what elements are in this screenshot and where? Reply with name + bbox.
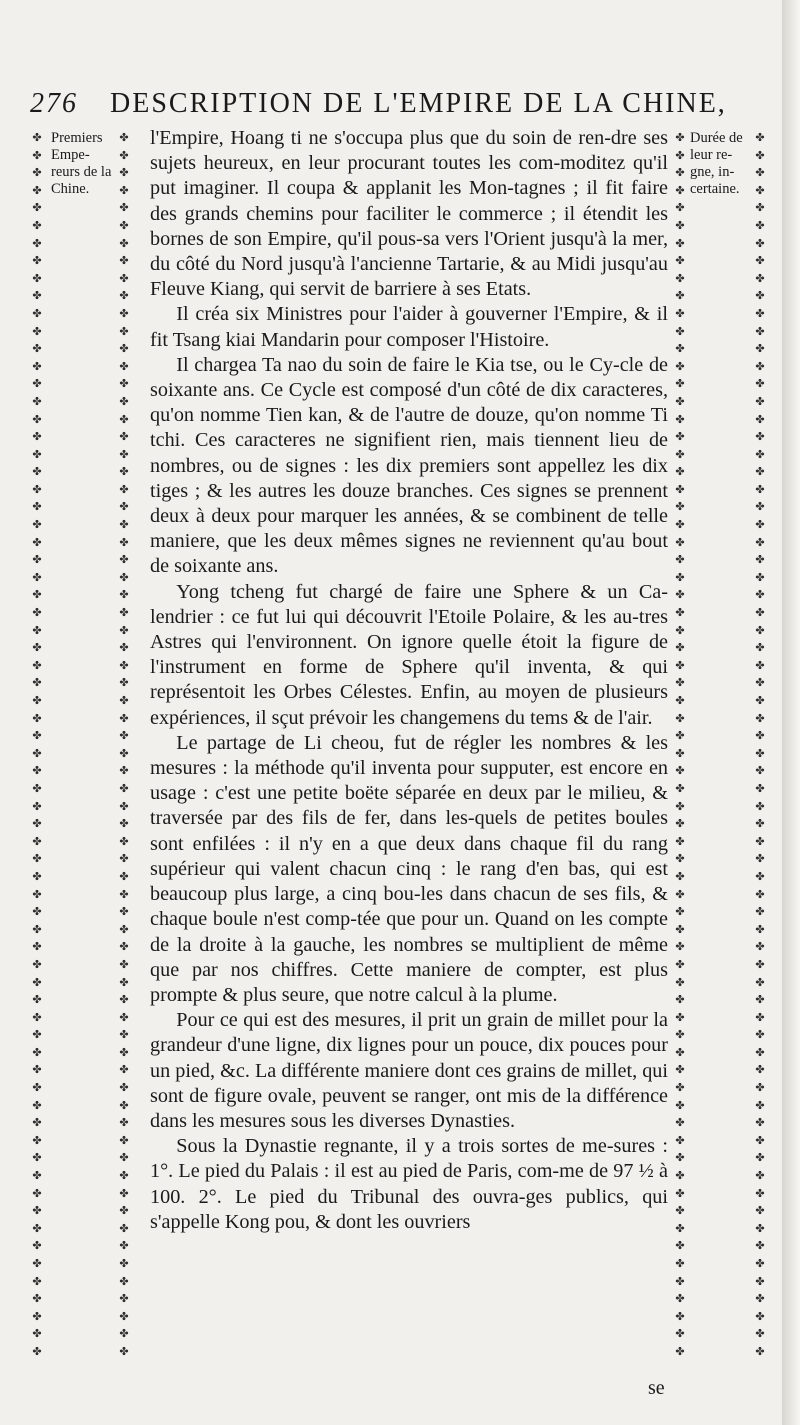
ornament-fleuron-icon: ✤: [675, 307, 685, 320]
ornament-fleuron-icon: ✤: [119, 976, 129, 989]
paragraph: Sous la Dynastie regnante, il y a trois sortes de me-sures : 1°. Le pied du Palais : il est au pied de Paris, com-me de 97 ½ à 100. 2°. Le pied du Tribunal des ouvra-ges publics, qui s'appelle Kong pou, & dont les ouvriers: [150, 1135, 668, 1233]
ornament-fleuron-icon: ✤: [755, 1117, 765, 1130]
ornament-fleuron-icon: ✤: [675, 607, 685, 620]
ornament-fleuron-icon: ✤: [675, 1205, 685, 1218]
ornament-fleuron-icon: ✤: [119, 132, 129, 144]
ornament-fleuron-icon: ✤: [32, 290, 42, 303]
ornament-fleuron-icon: ✤: [675, 1187, 685, 1200]
ornament-fleuron-icon: ✤: [675, 1082, 685, 1095]
paragraph: Il chargea Ta nao du soin de faire le Kia tse, ou le Cy-cle de soixante ans. Ce Cycle est composé d'un côté de dix caracteres, qu'on nomme Tien kan, & de l'autre de douze, qu'on nomme Ti tchi. Ces caracteres ne signifient rien, mais tiennent lieu de nombres, ou de signes : les dix premiers sont appellez les dix tiges ; & les autres les douze branches. Ces signes se prennent deux à deux pour marquer les années, & se combinent de telle maniere, que les deux mêmes signes ne reviennent qu'au bout de soixante ans.: [150, 353, 668, 578]
ornament-fleuron-icon: ✤: [755, 976, 765, 989]
ornament-fleuron-icon: ✤: [119, 1205, 129, 1218]
ornament-fleuron-icon: ✤: [119, 624, 129, 637]
ornament-fleuron-icon: ✤: [675, 870, 685, 883]
ornament-fleuron-icon: ✤: [32, 501, 42, 514]
ornament-fleuron-icon: ✤: [675, 431, 685, 444]
ornament-fleuron-icon: ✤: [32, 255, 42, 268]
ornament-fleuron-icon: ✤: [32, 1310, 42, 1323]
ornament-fleuron-icon: ✤: [675, 1328, 685, 1341]
margin-note-right: Durée de leur re-gne, in-certaine.: [690, 130, 743, 197]
ornament-fleuron-icon: ✤: [32, 536, 42, 549]
ornament-fleuron-icon: ✤: [755, 202, 765, 215]
ornament-fleuron-icon: ✤: [675, 466, 685, 479]
ornament-fleuron-icon: ✤: [32, 237, 42, 250]
ornament-fleuron-icon: ✤: [32, 994, 42, 1007]
ornament-fleuron-icon: ✤: [119, 1134, 129, 1147]
ornament-fleuron-icon: ✤: [755, 765, 765, 778]
ornament-fleuron-icon: ✤: [32, 202, 42, 215]
ornament-fleuron-icon: ✤: [119, 730, 129, 743]
ornament-fleuron-icon: ✤: [675, 132, 685, 144]
ornament-fleuron-icon: ✤: [755, 571, 765, 584]
ornament-fleuron-icon: ✤: [675, 448, 685, 461]
margin-note-left: Premiers Empe-reurs de la Chine.: [51, 130, 112, 197]
ornament-fleuron-icon: ✤: [32, 149, 42, 162]
ornament-fleuron-icon: ✤: [119, 782, 129, 795]
ornament-fleuron-icon: ✤: [755, 994, 765, 1007]
ornament-fleuron-icon: ✤: [755, 800, 765, 813]
ornament-fleuron-icon: ✤: [675, 1258, 685, 1270]
ornament-fleuron-icon: ✤: [119, 501, 129, 514]
ornament-fleuron-icon: ✤: [32, 958, 42, 971]
ornament-fleuron-icon: ✤: [755, 132, 765, 144]
ornament-fleuron-icon: ✤: [32, 466, 42, 479]
ornament-fleuron-icon: ✤: [755, 1064, 765, 1077]
ornament-fleuron-icon: ✤: [755, 677, 765, 690]
ornament-fleuron-icon: ✤: [119, 1046, 129, 1059]
ornament-fleuron-icon: ✤: [119, 835, 129, 848]
ornament-fleuron-icon: ✤: [32, 712, 42, 725]
ornament-fleuron-icon: ✤: [755, 554, 765, 567]
ornament-fleuron-icon: ✤: [675, 1152, 685, 1165]
ornament-fleuron-icon: ✤: [755, 1187, 765, 1200]
ornament-fleuron-icon: ✤: [675, 1064, 685, 1077]
ornament-fleuron-icon: ✤: [755, 343, 765, 356]
ornament-fleuron-icon: ✤: [119, 906, 129, 919]
ornament-fleuron-icon: ✤: [675, 1293, 685, 1306]
ornament-fleuron-icon: ✤: [755, 184, 765, 197]
ornament-fleuron-icon: ✤: [755, 941, 765, 954]
ornament-fleuron-icon: ✤: [32, 431, 42, 444]
ornament-fleuron-icon: ✤: [32, 906, 42, 919]
ornament-fleuron-icon: ✤: [675, 1240, 685, 1253]
ornament-fleuron-icon: ✤: [675, 800, 685, 813]
ornament-fleuron-icon: ✤: [32, 1134, 42, 1147]
ornament-fleuron-icon: ✤: [675, 149, 685, 162]
ornament-fleuron-icon: ✤: [675, 1099, 685, 1112]
ornament-fleuron-icon: ✤: [675, 395, 685, 408]
ornament-fleuron-icon: ✤: [755, 1328, 765, 1341]
ornament-fleuron-icon: ✤: [675, 501, 685, 514]
ornament-fleuron-icon: ✤: [675, 923, 685, 936]
ornament-fleuron-icon: ✤: [755, 167, 765, 180]
ornament-fleuron-icon: ✤: [32, 800, 42, 813]
ornament-fleuron-icon: ✤: [32, 1064, 42, 1077]
ornament-fleuron-icon: ✤: [675, 1310, 685, 1323]
ornament-fleuron-icon: ✤: [32, 589, 42, 602]
ornament-fleuron-icon: ✤: [675, 1345, 685, 1358]
running-title: DESCRIPTION DE L'EMPIRE DE LA CHINE,: [110, 88, 727, 119]
ornament-fleuron-icon: ✤: [32, 413, 42, 426]
ornament-fleuron-icon: ✤: [755, 1345, 765, 1358]
ornament-fleuron-icon: ✤: [119, 747, 129, 760]
ornament-fleuron-icon: ✤: [675, 1046, 685, 1059]
ornament-fleuron-icon: ✤: [675, 519, 685, 532]
ornament-fleuron-icon: ✤: [755, 853, 765, 866]
ornament-fleuron-icon: ✤: [119, 307, 129, 320]
ornament-fleuron-icon: ✤: [32, 747, 42, 760]
ornament-fleuron-icon: ✤: [119, 1275, 129, 1288]
ornament-fleuron-icon: ✤: [119, 1310, 129, 1323]
ornament-fleuron-icon: ✤: [675, 730, 685, 743]
ornament-fleuron-icon: ✤: [119, 1064, 129, 1077]
ornament-fleuron-icon: ✤: [32, 1275, 42, 1288]
paragraph: Yong tcheng fut chargé de faire une Sphere & un Ca-lendrier : ce fut lui qui découvrit l'Etoile Polaire, & les au-tres Astres qui l'environnent. On ignore quelle étoit la figure de l'instrument en forme de Sphere qu'il inventa, & qui représentoit les Orbes Célestes. Enfin, au moyen de plusieurs expériences, il sçut prévoir les changemens du tems & de l'air.: [150, 580, 668, 729]
ornament-fleuron-icon: ✤: [119, 1328, 129, 1341]
ornament-fleuron-icon: ✤: [32, 1205, 42, 1218]
ornament-fleuron-icon: ✤: [675, 1170, 685, 1183]
ornament-fleuron-icon: ✤: [755, 1134, 765, 1147]
ornament-fleuron-icon: ✤: [32, 730, 42, 743]
ornament-fleuron-icon: ✤: [675, 255, 685, 268]
page-edge: [782, 0, 800, 1425]
ornament-fleuron-icon: ✤: [32, 219, 42, 232]
ornament-fleuron-icon: ✤: [32, 642, 42, 655]
ornament-fleuron-icon: ✤: [32, 835, 42, 848]
ornament-fleuron-icon: ✤: [755, 1046, 765, 1059]
ornament-fleuron-icon: ✤: [675, 413, 685, 426]
ornament-fleuron-icon: ✤: [32, 1152, 42, 1165]
ornament-fleuron-icon: ✤: [119, 1082, 129, 1095]
ornament-fleuron-icon: ✤: [32, 307, 42, 320]
ornament-fleuron-icon: ✤: [32, 378, 42, 391]
ornament-fleuron-icon: ✤: [755, 695, 765, 707]
ornament-fleuron-icon: ✤: [119, 290, 129, 303]
ornament-fleuron-icon: ✤: [119, 1029, 129, 1042]
ornament-fleuron-icon: ✤: [119, 395, 129, 408]
ornament-fleuron-icon: ✤: [755, 958, 765, 971]
ornament-fleuron-icon: ✤: [755, 519, 765, 532]
ornament-fleuron-icon: ✤: [32, 1328, 42, 1341]
ornament-fleuron-icon: ✤: [119, 958, 129, 971]
ornament-fleuron-icon: ✤: [119, 1011, 129, 1024]
ornament-fleuron-icon: ✤: [675, 554, 685, 567]
ornament-fleuron-icon: ✤: [755, 923, 765, 936]
ornament-fleuron-icon: ✤: [119, 167, 129, 180]
ornament-fleuron-icon: ✤: [119, 994, 129, 1007]
ornament-fleuron-icon: ✤: [32, 870, 42, 883]
ornament-fleuron-icon: ✤: [755, 219, 765, 232]
ornament-fleuron-icon: ✤: [32, 519, 42, 532]
ornament-fleuron-icon: ✤: [755, 642, 765, 655]
ornament-fleuron-icon: ✤: [119, 589, 129, 602]
body-text: [150, 126, 668, 1235]
ornament-fleuron-icon: ✤: [675, 272, 685, 285]
ornament-fleuron-icon: ✤: [755, 149, 765, 162]
ornament-fleuron-icon: ✤: [119, 1345, 129, 1358]
ornament-fleuron-icon: ✤: [755, 747, 765, 760]
ornament-fleuron-icon: ✤: [32, 1117, 42, 1130]
ornament-fleuron-icon: ✤: [675, 360, 685, 373]
ornament-fleuron-icon: ✤: [755, 1293, 765, 1306]
ornament-fleuron-icon: ✤: [32, 607, 42, 620]
ornament-fleuron-icon: ✤: [32, 1240, 42, 1253]
ornament-fleuron-icon: ✤: [32, 448, 42, 461]
ornament-fleuron-icon: ✤: [675, 853, 685, 866]
ornament-column-left-outer: [30, 130, 44, 1362]
ornament-fleuron-icon: ✤: [32, 1187, 42, 1200]
ornament-fleuron-icon: ✤: [119, 677, 129, 690]
ornament-fleuron-icon: ✤: [32, 272, 42, 285]
ornament-fleuron-icon: ✤: [675, 237, 685, 250]
ornament-fleuron-icon: ✤: [755, 1240, 765, 1253]
ornament-fleuron-icon: ✤: [675, 677, 685, 690]
ornament-fleuron-icon: ✤: [675, 378, 685, 391]
ornament-fleuron-icon: ✤: [119, 466, 129, 479]
ornament-fleuron-icon: ✤: [755, 712, 765, 725]
ornament-fleuron-icon: ✤: [675, 290, 685, 303]
ornament-fleuron-icon: ✤: [675, 219, 685, 232]
ornament-fleuron-icon: ✤: [755, 1170, 765, 1183]
ornament-fleuron-icon: ✤: [32, 1099, 42, 1112]
catchword: se: [648, 1377, 665, 1399]
ornament-fleuron-icon: ✤: [32, 1170, 42, 1183]
ornament-fleuron-icon: ✤: [119, 483, 129, 496]
paragraph: Il créa six Ministres pour l'aider à gouverner l'Empire, & il fit Tsang kiai Mandarin pour composer l'Histoire.: [150, 303, 668, 351]
ornament-fleuron-icon: ✤: [755, 255, 765, 268]
ornament-fleuron-icon: ✤: [119, 149, 129, 162]
ornament-fleuron-icon: ✤: [675, 695, 685, 707]
ornament-fleuron-icon: ✤: [119, 360, 129, 373]
ornament-fleuron-icon: ✤: [119, 800, 129, 813]
ornament-fleuron-icon: ✤: [119, 237, 129, 250]
ornament-fleuron-icon: ✤: [755, 360, 765, 373]
ornament-fleuron-icon: ✤: [755, 835, 765, 848]
ornament-fleuron-icon: ✤: [32, 360, 42, 373]
ornament-fleuron-icon: ✤: [675, 325, 685, 338]
ornament-fleuron-icon: ✤: [755, 483, 765, 496]
ornament-fleuron-icon: ✤: [755, 782, 765, 795]
ornament-fleuron-icon: ✤: [32, 1222, 42, 1235]
ornament-fleuron-icon: ✤: [32, 976, 42, 989]
ornament-fleuron-icon: ✤: [119, 448, 129, 461]
ornament-fleuron-icon: ✤: [755, 607, 765, 620]
ornament-fleuron-icon: ✤: [675, 167, 685, 180]
ornament-fleuron-icon: ✤: [32, 184, 42, 197]
ornament-fleuron-icon: ✤: [675, 888, 685, 901]
ornament-fleuron-icon: ✤: [675, 536, 685, 549]
ornament-fleuron-icon: ✤: [119, 607, 129, 620]
ornament-fleuron-icon: ✤: [675, 1029, 685, 1042]
paragraph: Le partage de Li cheou, fut de régler les nombres & les mesures : la méthode qu'il inventa pour supputer, est encore en usage : c'est une petite boëte séparée en deux par le milieu, & traversée par des fils de fer, dans les-quels de petites boules sont enfilées : il n'y en a que deux dans chaque fil du rang supérieur qui valent chacun cinq : le rang d'en bas, qui est beaucoup plus large, a cinq bou-les dans chacun de ses fils, & chaque boule n'est comp-tée que pour un. Quand on les compte de la droite à la gauche, les nombres se multiplient de même que par nos chiffres. Cette maniere de compter, est plus prompte & plus seure, que notre calcul à la plume.: [150, 731, 668, 1006]
ornament-fleuron-icon: ✤: [675, 642, 685, 655]
ornament-fleuron-icon: ✤: [675, 976, 685, 989]
ornament-fleuron-icon: ✤: [32, 1046, 42, 1059]
ornament-fleuron-icon: ✤: [755, 1082, 765, 1095]
ornament-fleuron-icon: ✤: [755, 1011, 765, 1024]
ornament-fleuron-icon: ✤: [32, 677, 42, 690]
ornament-fleuron-icon: ✤: [119, 870, 129, 883]
ornament-fleuron-icon: ✤: [755, 272, 765, 285]
ornament-fleuron-icon: ✤: [119, 272, 129, 285]
ornament-fleuron-icon: ✤: [755, 413, 765, 426]
ornament-fleuron-icon: ✤: [675, 343, 685, 356]
ornament-fleuron-icon: ✤: [755, 624, 765, 637]
ornament-fleuron-icon: ✤: [32, 782, 42, 795]
ornament-column-right-outer: [753, 130, 767, 1362]
ornament-fleuron-icon: ✤: [755, 1205, 765, 1218]
ornament-fleuron-icon: ✤: [755, 730, 765, 743]
ornament-fleuron-icon: ✤: [119, 202, 129, 215]
ornament-fleuron-icon: ✤: [755, 1275, 765, 1288]
ornament-fleuron-icon: ✤: [32, 853, 42, 866]
ornament-fleuron-icon: ✤: [675, 941, 685, 954]
ornament-fleuron-icon: ✤: [755, 1099, 765, 1112]
page-header: [30, 88, 727, 128]
ornament-fleuron-icon: ✤: [755, 1222, 765, 1235]
ornament-fleuron-icon: ✤: [119, 1293, 129, 1306]
ornament-fleuron-icon: ✤: [675, 782, 685, 795]
ornament-fleuron-icon: ✤: [755, 1258, 765, 1270]
ornament-fleuron-icon: ✤: [119, 1222, 129, 1235]
ornament-fleuron-icon: ✤: [119, 1117, 129, 1130]
ornament-fleuron-icon: ✤: [119, 1240, 129, 1253]
ornament-fleuron-icon: ✤: [675, 659, 685, 672]
ornament-fleuron-icon: ✤: [755, 536, 765, 549]
ornament-fleuron-icon: ✤: [675, 1134, 685, 1147]
ornament-fleuron-icon: ✤: [675, 1222, 685, 1235]
page-number: 276: [30, 88, 78, 119]
ornament-fleuron-icon: ✤: [119, 853, 129, 866]
ornament-fleuron-icon: ✤: [32, 1258, 42, 1270]
ornament-fleuron-icon: ✤: [119, 325, 129, 338]
ornament-fleuron-icon: ✤: [119, 431, 129, 444]
ornament-fleuron-icon: ✤: [755, 237, 765, 250]
ornament-fleuron-icon: ✤: [32, 659, 42, 672]
ornament-fleuron-icon: ✤: [119, 888, 129, 901]
ornament-fleuron-icon: ✤: [675, 835, 685, 848]
ornament-fleuron-icon: ✤: [32, 167, 42, 180]
ornament-fleuron-icon: ✤: [32, 695, 42, 707]
ornament-fleuron-icon: ✤: [32, 624, 42, 637]
paragraph: l'Empire, Hoang ti ne s'occupa plus que du soin de ren-dre ses sujets heureux, en leur procurant toutes les com-moditez qu'il put imaginer. Il coupa & applanit les Mon-tagnes ; il fit faire des grands chemins pour faciliter le commerce ; il étendit les bornes de son Empire, qu'il pous-sa vers l'Orient jusqu'à la mer, du côté du Nord jusqu'à l'ancienne Tartarie, & au Midi jusqu'au Fleuve Kiang, qui servit de barriere à ses Etats.: [150, 127, 668, 301]
ornament-fleuron-icon: ✤: [32, 765, 42, 778]
ornament-fleuron-icon: ✤: [119, 1099, 129, 1112]
ornament-fleuron-icon: ✤: [755, 325, 765, 338]
ornament-fleuron-icon: ✤: [32, 1029, 42, 1042]
ornament-fleuron-icon: ✤: [119, 378, 129, 391]
ornament-fleuron-icon: ✤: [755, 395, 765, 408]
ornament-fleuron-icon: ✤: [32, 571, 42, 584]
ornament-fleuron-icon: ✤: [675, 1275, 685, 1288]
ornament-fleuron-icon: ✤: [755, 818, 765, 831]
ornament-fleuron-icon: ✤: [32, 1082, 42, 1095]
ornament-fleuron-icon: ✤: [32, 941, 42, 954]
ornament-fleuron-icon: ✤: [119, 184, 129, 197]
ornament-column-left-inner: [117, 130, 131, 1362]
ornament-fleuron-icon: ✤: [675, 589, 685, 602]
ornament-fleuron-icon: ✤: [119, 1258, 129, 1270]
ornament-fleuron-icon: ✤: [119, 765, 129, 778]
ornament-fleuron-icon: ✤: [755, 448, 765, 461]
ornament-fleuron-icon: ✤: [755, 466, 765, 479]
ornament-fleuron-icon: ✤: [119, 712, 129, 725]
ornament-fleuron-icon: ✤: [755, 1029, 765, 1042]
ornament-fleuron-icon: ✤: [32, 1011, 42, 1024]
ornament-fleuron-icon: ✤: [119, 941, 129, 954]
ornament-fleuron-icon: ✤: [32, 888, 42, 901]
ornament-fleuron-icon: ✤: [675, 906, 685, 919]
ornament-fleuron-icon: ✤: [32, 818, 42, 831]
ornament-fleuron-icon: ✤: [32, 923, 42, 936]
ornament-fleuron-icon: ✤: [675, 483, 685, 496]
ornament-fleuron-icon: ✤: [32, 343, 42, 356]
ornament-fleuron-icon: ✤: [755, 1310, 765, 1323]
ornament-fleuron-icon: ✤: [755, 1152, 765, 1165]
ornament-fleuron-icon: ✤: [119, 923, 129, 936]
ornament-fleuron-icon: ✤: [755, 431, 765, 444]
ornament-fleuron-icon: ✤: [675, 958, 685, 971]
ornament-fleuron-icon: ✤: [119, 536, 129, 549]
ornament-fleuron-icon: ✤: [755, 290, 765, 303]
ornament-fleuron-icon: ✤: [675, 747, 685, 760]
ornament-fleuron-icon: ✤: [119, 695, 129, 707]
ornament-fleuron-icon: ✤: [755, 307, 765, 320]
ornament-fleuron-icon: ✤: [675, 818, 685, 831]
ornament-fleuron-icon: ✤: [675, 712, 685, 725]
ornament-fleuron-icon: ✤: [32, 554, 42, 567]
ornament-fleuron-icon: ✤: [675, 571, 685, 584]
ornament-fleuron-icon: ✤: [119, 1152, 129, 1165]
ornament-fleuron-icon: ✤: [675, 624, 685, 637]
ornament-fleuron-icon: ✤: [32, 395, 42, 408]
ornament-fleuron-icon: ✤: [119, 413, 129, 426]
ornament-fleuron-icon: ✤: [755, 378, 765, 391]
ornament-fleuron-icon: ✤: [32, 325, 42, 338]
ornament-fleuron-icon: ✤: [119, 255, 129, 268]
ornament-fleuron-icon: ✤: [119, 343, 129, 356]
ornament-fleuron-icon: ✤: [32, 1345, 42, 1358]
ornament-fleuron-icon: ✤: [755, 888, 765, 901]
paragraph: Pour ce qui est des mesures, il prit un grain de millet pour la grandeur d'une ligne, dix lignes pour un pouce, dix pouces pour un pied, &c. La différente maniere dont ces grains de millet, qui sont de figure ovale, peuvent se ranger, ont mis de la différence dans les mesures sous les diverses Dynasties.: [150, 1009, 668, 1132]
ornament-fleuron-icon: ✤: [119, 554, 129, 567]
ornament-fleuron-icon: ✤: [119, 1170, 129, 1183]
ornament-fleuron-icon: ✤: [675, 184, 685, 197]
ornament-fleuron-icon: ✤: [119, 818, 129, 831]
ornament-fleuron-icon: ✤: [755, 906, 765, 919]
ornament-fleuron-icon: ✤: [755, 659, 765, 672]
ornament-fleuron-icon: ✤: [32, 1293, 42, 1306]
ornament-fleuron-icon: ✤: [119, 219, 129, 232]
ornament-fleuron-icon: ✤: [119, 571, 129, 584]
ornament-fleuron-icon: ✤: [675, 994, 685, 1007]
ornament-fleuron-icon: ✤: [32, 483, 42, 496]
ornament-fleuron-icon: ✤: [675, 1117, 685, 1130]
ornament-fleuron-icon: ✤: [119, 1187, 129, 1200]
ornament-column-right-inner: [673, 130, 687, 1362]
ornament-fleuron-icon: ✤: [119, 519, 129, 532]
ornament-fleuron-icon: ✤: [675, 765, 685, 778]
ornament-fleuron-icon: ✤: [32, 132, 42, 144]
ornament-fleuron-icon: ✤: [755, 501, 765, 514]
ornament-fleuron-icon: ✤: [755, 870, 765, 883]
ornament-fleuron-icon: ✤: [675, 1011, 685, 1024]
ornament-fleuron-icon: ✤: [119, 642, 129, 655]
ornament-fleuron-icon: ✤: [755, 589, 765, 602]
ornament-fleuron-icon: ✤: [119, 659, 129, 672]
ornament-fleuron-icon: ✤: [675, 202, 685, 215]
